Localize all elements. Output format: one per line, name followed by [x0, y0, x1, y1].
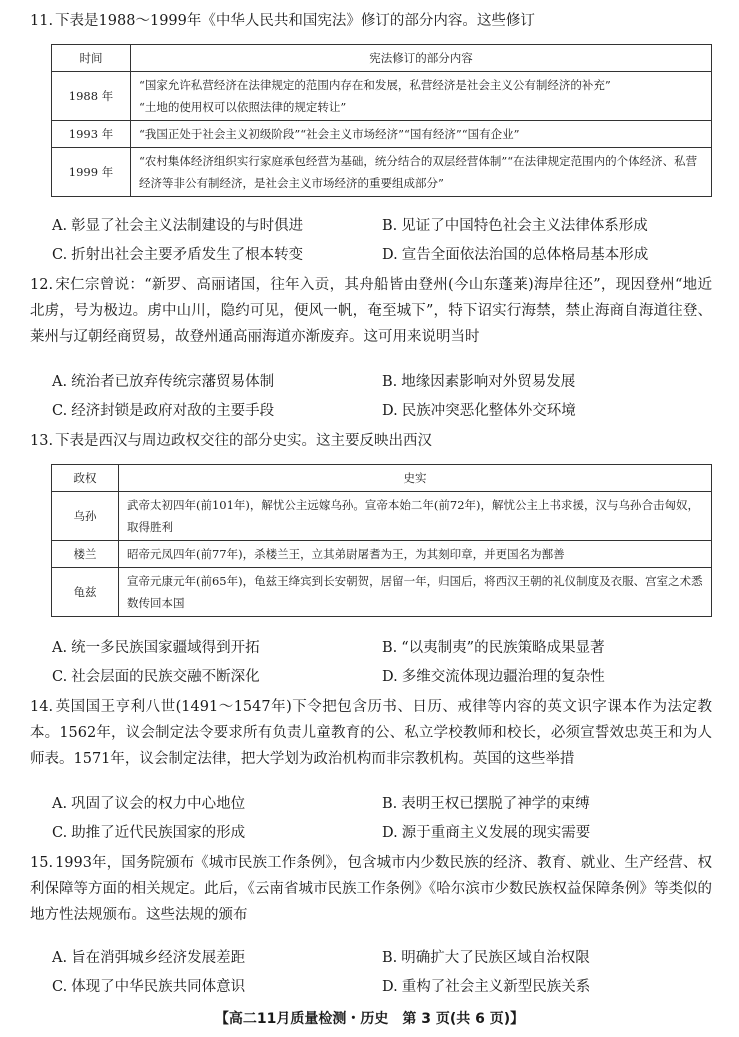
option-d[interactable] [382, 241, 712, 270]
option-a[interactable] [52, 368, 382, 397]
option-text: “以夷制夷”的民族策略成果显著 [401, 640, 605, 656]
content-line: 宣帝元康元年(前65年)，龟兹王绛宾到长安朝贺，居留一年，归国后，将西汉王朝的礼仪制度及衣服、宫室之术悉数传回本国 [127, 574, 703, 610]
question-14-stem [30, 694, 712, 772]
table-cell-year: 1988 年 [52, 72, 131, 121]
option-text: 多维交流体现边疆治理的复杂性 [401, 669, 605, 685]
option-c[interactable] [52, 973, 382, 1002]
option-letter: C. [52, 669, 68, 685]
option-text: 折射出社会主要矛盾发生了根本转变 [71, 247, 304, 263]
content-line: 武帝太初四年(前101年)，解忧公主远嫁乌孙。宣帝本始二年(前72年)，解忧公主上书求援，汉与乌孙合击匈奴，取得胜利 [127, 498, 700, 534]
option-letter: C. [52, 247, 68, 263]
content-line: “我国正处于社会主义初级阶段”“社会主义市场经济”“国有经济”“国有企业” [139, 127, 520, 141]
table-header-time: 时间 [52, 45, 131, 72]
option-text: 民族冲突恶化整体外交环境 [401, 403, 576, 419]
table-cell-content [131, 121, 712, 148]
table-row [52, 492, 712, 541]
table-cell-regime: 乌孙 [52, 492, 119, 541]
option-letter: A. [52, 640, 68, 656]
page-footer: 【高二11月质量检测・历史 第 3 页(共 6 页)】 [214, 1011, 525, 1027]
option-b[interactable] [382, 212, 712, 241]
option-d[interactable] [382, 973, 712, 1002]
question-15-stem [30, 850, 712, 928]
table-cell-regime: 龟兹 [52, 568, 119, 617]
content-line: “农村集体经济组织实行家庭承包经营为基础，统分结合的双层经营体制”“在法律规定范围内的个体经济、私营经济等非公有制经济，是社会主义市场经济的重要组成部分” [139, 154, 698, 190]
option-d[interactable] [382, 663, 712, 692]
option-text: 巩固了议会的权力中心地位 [71, 796, 246, 812]
option-text: 见证了中国特色社会主义法律体系形成 [401, 218, 648, 234]
question-13-stem [30, 428, 712, 454]
table-cell-facts [119, 541, 712, 568]
option-letter: B. [382, 640, 398, 656]
option-letter: B. [382, 374, 398, 390]
option-text: 源于重商主义发展的现实需要 [401, 825, 591, 841]
option-a[interactable] [52, 212, 382, 241]
question-text: 英国国王亨利八世(1491～1547年)下令把包含历书、日历、戒律等内容的英文识字课本作为法定教本。1562年，议会制定法令要求所有负责儿童教育的公、私立学校教师和校长，必须宣誓效忠英王和为人师表。1571年，议会制定法律，把大学划为政治机构而非宗教机构。英国的这些举措 [30, 699, 712, 767]
table-header-content: 宪法修订的部分内容 [131, 45, 712, 72]
option-a[interactable] [52, 790, 382, 819]
table-row [52, 72, 712, 121]
option-letter: D. [382, 979, 398, 995]
option-text: 经济封锁是政府对敌的主要手段 [71, 403, 275, 419]
option-text: 社会层面的民族交融不断深化 [71, 669, 260, 685]
option-text: 统一多民族国家疆域得到开拓 [71, 640, 260, 656]
table-row [52, 148, 712, 197]
option-letter: B. [382, 950, 398, 966]
option-text: 体现了中华民族共同体意识 [71, 979, 246, 995]
content-line: 昭帝元凤四年(前77年)，杀楼兰王，立其弟尉屠耆为王，为其刻印章，并更国名为鄯善 [127, 547, 565, 561]
question-text: 1993年，国务院颁布《城市民族工作条例》，包含城市内少数民族的经济、教育、就业、生产经营、权利保障等方面的相关规定。此后，《云南省城市民族工作条例》《哈尔滨市少数民族权益保障条例》等类似的地方性法规颁布。这些法规的颁布 [30, 855, 712, 923]
option-b[interactable] [382, 790, 712, 819]
q12-options [52, 368, 712, 426]
table-row [52, 541, 712, 568]
option-letter: B. [382, 218, 398, 234]
option-text: 表明王权已摆脱了神学的束缚 [401, 796, 590, 812]
question-number: 12. [30, 277, 54, 293]
option-text: 统治者已放弃传统宗藩贸易体制 [71, 374, 275, 390]
option-letter: C. [52, 825, 68, 841]
option-letter: C. [52, 979, 68, 995]
option-text: 重构了社会主义新型民族关系 [401, 979, 591, 995]
option-d[interactable] [382, 819, 712, 848]
content-line: “土地的使用权可以依照法律的规定转让” [139, 100, 347, 114]
option-letter: B. [382, 796, 398, 812]
question-number: 14. [30, 699, 54, 715]
q11-table [51, 44, 712, 197]
question-text: 宋仁宗曾说：“新罗、高丽诸国，往年入贡，其舟船皆由登州(今山东蓬莱)海岸往还”，现因登州“地近北虏，号为极边。虏中山川，隐约可见，便风一帆，奄至城下”，特下诏实行海禁，禁止海商自海道往登、莱州与辽朝经商贸易，故登州通高丽海道亦渐废弃。这可用来说明当时 [30, 277, 712, 345]
option-letter: C. [52, 403, 68, 419]
option-letter: A. [52, 950, 68, 966]
option-letter: D. [382, 669, 398, 685]
q14-options [52, 790, 712, 848]
option-letter: A. [52, 218, 68, 234]
question-12-stem [30, 272, 712, 350]
table-cell-facts [119, 568, 712, 617]
table-row [52, 568, 712, 617]
question-text: 下表是西汉与周边政权交往的部分史实。这主要反映出西汉 [55, 433, 433, 449]
option-letter: D. [382, 403, 398, 419]
option-text: 彰显了社会主义法制建设的与时俱进 [71, 218, 304, 234]
option-c[interactable] [52, 663, 382, 692]
table-cell-content [131, 148, 712, 197]
question-text: 下表是1988～1999年《中华人民共和国宪法》修订的部分内容。这些修订 [55, 13, 535, 29]
question-number: 13. [30, 433, 54, 449]
question-number: 15. [30, 855, 54, 871]
option-b[interactable] [382, 634, 712, 663]
option-letter: D. [382, 825, 398, 841]
option-c[interactable] [52, 241, 382, 270]
q15-options [52, 944, 712, 1002]
option-text: 明确扩大了民族区域自治权限 [401, 950, 590, 966]
table-header-regime: 政权 [52, 465, 119, 492]
option-letter: A. [52, 796, 68, 812]
q11-options [52, 212, 712, 270]
option-d[interactable] [382, 397, 712, 426]
option-text: 地缘因素影响对外贸易发展 [401, 374, 576, 390]
option-c[interactable] [52, 819, 382, 848]
option-text: 助推了近代民族国家的形成 [71, 825, 246, 841]
option-c[interactable] [52, 397, 382, 426]
content-line: “国家允许私营经济在法律规定的范围内存在和发展，私营经济是社会主义公有制经济的补充” [139, 78, 611, 92]
option-b[interactable] [382, 944, 712, 973]
q13-table [51, 464, 712, 617]
table-cell-regime: 楼兰 [52, 541, 119, 568]
option-letter: D. [382, 247, 398, 263]
q13-options [52, 634, 712, 692]
option-text: 宣告全面依法治国的总体格局基本形成 [401, 247, 649, 263]
question-number: 11. [30, 13, 54, 29]
table-cell-year: 1993 年 [52, 121, 131, 148]
table-header-facts: 史实 [119, 465, 712, 492]
option-text: 旨在消弭城乡经济发展差距 [71, 950, 246, 966]
option-letter: A. [52, 374, 68, 390]
table-row [52, 121, 712, 148]
question-11-stem [30, 8, 712, 34]
table-cell-facts [119, 492, 712, 541]
option-a[interactable] [52, 634, 382, 663]
option-b[interactable] [382, 368, 712, 397]
option-a[interactable] [52, 944, 382, 973]
table-cell-year: 1999 年 [52, 148, 131, 197]
table-cell-content [131, 72, 712, 121]
